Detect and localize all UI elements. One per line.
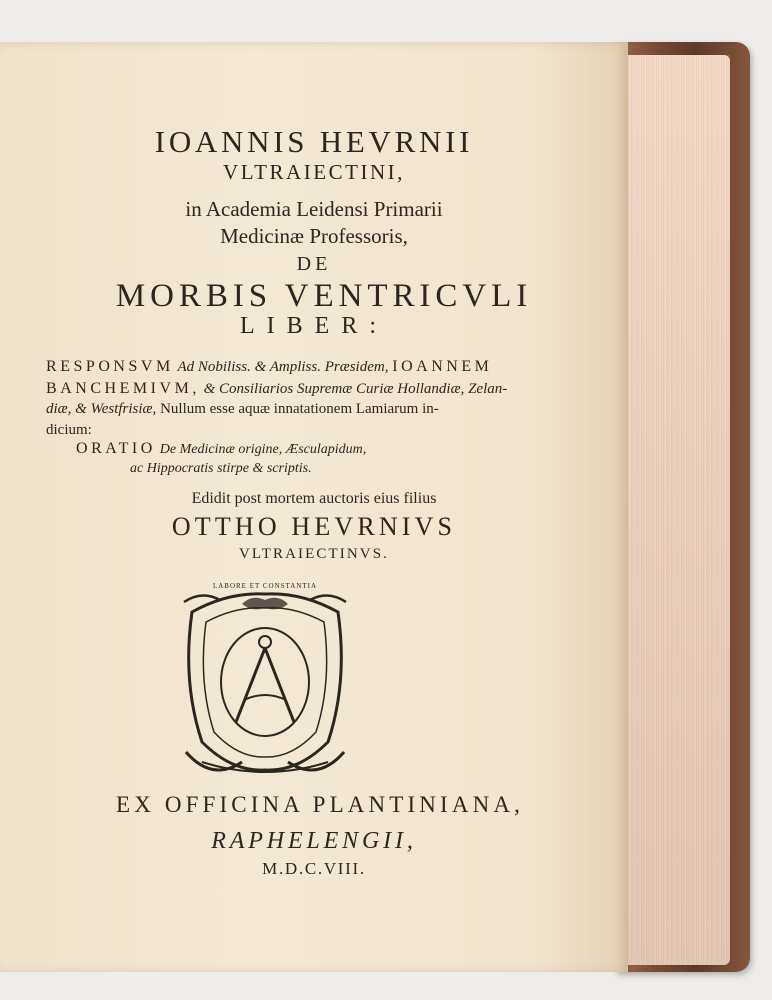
- oratio-subject: De Medicinæ origine, Æsculapidum,: [159, 442, 367, 457]
- title-de: DE: [296, 253, 332, 275]
- page-edges: [612, 55, 730, 965]
- emblem-motto: LABORE ET CONSTANTIA: [212, 582, 318, 590]
- responsum-line-4: [46, 420, 516, 441]
- editor-name: OTTHO HEVRNIVS: [171, 512, 457, 541]
- imprint-printer: RAPHELENGII,: [211, 828, 417, 854]
- book-title: MORBIS VENTRICVLI: [115, 278, 533, 314]
- responsum-name-1: IOANNEM: [392, 358, 493, 375]
- oratio-line-2: ac Hippocratis stirpe & scriptis.: [130, 461, 312, 476]
- oratio-heading: ORATIO: [76, 440, 156, 457]
- author-name: IOANNIS HEVRNII: [154, 124, 474, 159]
- author-academy: in Academia Leidensi Primarii: [185, 197, 443, 221]
- title-page: [0, 42, 628, 972]
- author-origin: VLTRAIECTINI,: [223, 160, 405, 184]
- responsum-line-2: [46, 378, 516, 400]
- responsum-name-2: BANCHEMIVM,: [46, 380, 200, 397]
- responsum-councillors: & Consiliarios Supremæ Curiæ Hollandiæ, Zelan-: [203, 381, 508, 397]
- responsum-line-3: [46, 399, 516, 420]
- oratio-line-1: [76, 440, 366, 458]
- responsum-line-1: [46, 356, 516, 378]
- responsum-region: diæ, & Westfrisiæ,: [46, 401, 157, 417]
- printers-device-emblem: [172, 582, 358, 782]
- book-subtitle: LIBER:: [240, 313, 388, 339]
- responsum-heading: RESPONSVM: [46, 358, 174, 375]
- responsum-thesis: Nullum esse aquæ innatationem Lamiarum in-: [160, 401, 439, 417]
- responsum-dedication: Ad Nobiliss. & Ampliss. Præsidem,: [177, 359, 389, 375]
- author-title: Medicinæ Professoris,: [220, 224, 408, 248]
- imprint-year: M.D.C.VIII.: [262, 859, 366, 878]
- responsum-thesis-end: dicium:: [46, 422, 92, 438]
- editor-origin: VLTRAIECTINVS.: [238, 546, 390, 562]
- editor-note: Edidit post mortem auctoris eius filius: [191, 490, 437, 507]
- imprint-office: EX OFFICINA PLANTINIANA,: [116, 792, 524, 817]
